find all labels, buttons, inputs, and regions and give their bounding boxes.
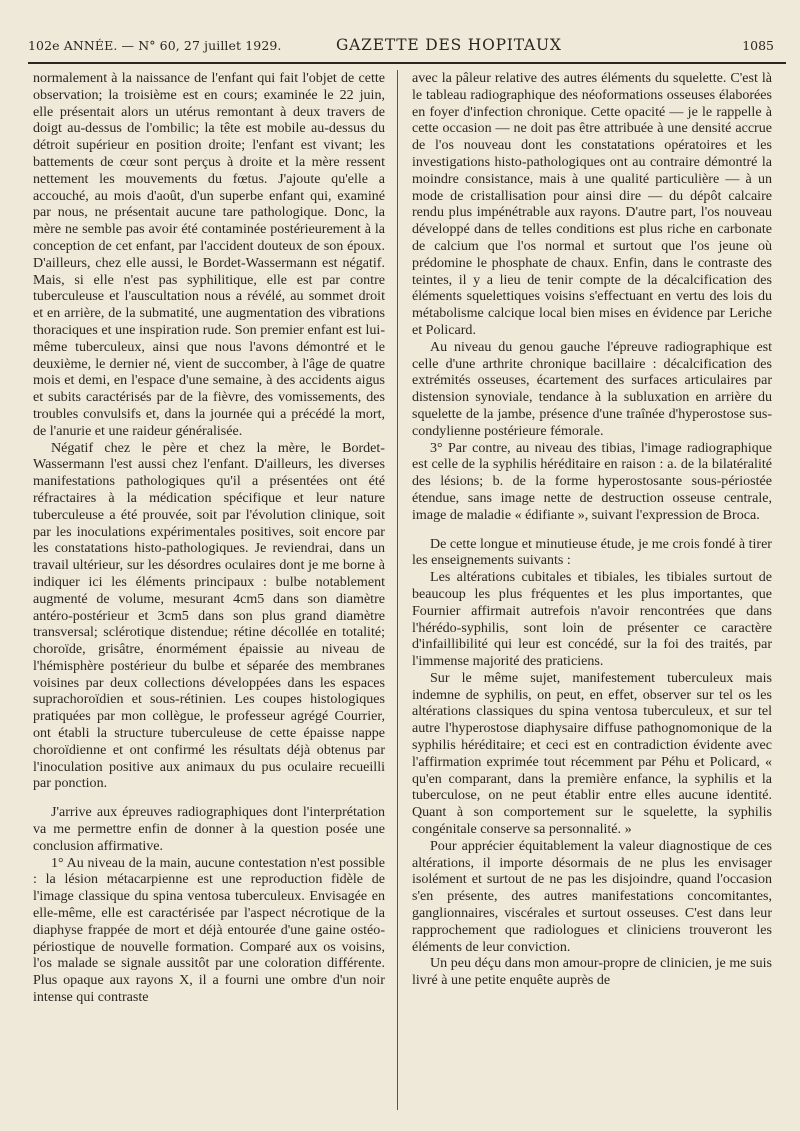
right-column	[412, 70, 772, 1130]
paragraph: 1° Au niveau de la main, aucune contestation n'est possible : la lésion métacarpienne est une reproduction fidèle de l'image classique du spina ventosa tuberculeux. Envisagée en elle-même, elle est caractérisée par l'aspect nécrotique de la diaphyse frappée de mort et déjà entourée d'une gaine ostéo-périostique de nouvelle formation. Comparé aux os voisins, l'os malade se signale aussitôt par une coloration différente. Plus opaque aux rayons X, il a fourni une ombre d'un noir intense qui contraste	[33, 854, 385, 1006]
header-rule	[28, 62, 786, 64]
paragraph: J'arrive aux épreuves radiographiques dont l'interprétation va me permettre enfin de donner à la question posée une conclusion affirmative.	[33, 804, 385, 854]
running-header	[28, 36, 788, 58]
issue-info: 102e ANNÉE. — N° 60, 27 juillet 1929.	[28, 38, 282, 53]
paragraph: normalement à la naissance de l'enfant qui fait l'objet de cette observation; la troisième est en cours; examinée le 22 juin, elle présentait alors un utérus remontant à deux travers de doigt au-dessus de l'ombilic; la tête est mobile au-dessus du détroit supérieur en position droite; l'enfant est vivant; les battements de cœur sont perçus à droite et la mère ressent nettement les mouvements du fœtus. J'ajoute qu'elle a accouché, au mois d'août, d'un superbe enfant qui, examiné par nous, ne présentait aucune tare pathologique. Donc, la mère ne semble pas avoir été contaminée postérieurement à la conception de cet enfant, par l'accident douteux de son époux. D'ailleurs, chez elle aussi, le Bordet-Wassermann est négatif. Mais, si elle n'est pas syphilitique, elle est par contre tuberculeuse et l'auscultation nous a révélé, au sommet droit et en arrière, de la submatité, une augmentation des vibrations thoraciques et une inspiration rude. Son premier enfant est lui-même tuberculeux, ainsi que nous l'avons démontré et le deuxième, le dernier né, vient de succomber, à l'âge de quatre mois et demi, en l'espace d'une semaine, à des accidents aigus et subits caractérisés par de la fièvre, des vomissements, des troubles convulsifs et, dans la journée qui a précédé la mort, de l'anurie et une raideur généralisée.	[33, 70, 385, 439]
paragraph: avec la pâleur relative des autres éléments du squelette. C'est là le tableau radiographique des néoformations osseuses élaborées en foyer d'infection chronique. Cette opacité — je le rappelle à cette occasion — ne doit pas être attribuée à une densité accrue de l'os nouveau dont les constatations opératoires et les investigations histo-pathologiques ont au contraire démontré la moindre consistance, mais à une qualité particulière — à un mode de cristallisation pour ainsi dire — du dépôt calcaire rendu plus impénétrable aux rayons. D'autre part, l'os nouveau développé dans de telles conditions est plus riche en carbonate de calcium que l'os normal et surtout que l'os jeune où prédomine le phosphate de chaux. Enfin, dans le contraste des teintes, il y a lieu de tenir compte de la décalcification des éléments squelettiques voisins s'effectuant en vertu des lois du métabolisme calcique local bien mises en évidence par Leriche et Policard.	[412, 70, 772, 338]
column-divider	[397, 70, 398, 1110]
paragraph: Au niveau du genou gauche l'épreuve radiographique est celle d'une arthrite chronique bacillaire : décalcification des extrémités osseuses, écartement des surfaces articulaires par distension synoviale, tendance à la subluxation en arrière du squelette de la jambe, présence d'une traînée d'hyperostose sus-condylienne postérieure fémorale.	[412, 338, 772, 439]
journal-title: GAZETTE DES HOPITAUX	[336, 36, 562, 54]
paragraph: Un peu déçu dans mon amour-propre de clinicien, je me suis livré à une petite enquête auprès de	[412, 955, 772, 989]
paragraph: Sur le même sujet, manifestement tuberculeux mais indemne de syphilis, on peut, en effet, observer sur tel os les altérations classiques du spina ventosa tuberculeux, et sur tel autre l'hyperostose diaphysaire diffuse pathognomonique de la syphilis héréditaire; et ceci est en contradiction évidente avec l'affirmation exprimée tout récemment par Péhu et Policard, « qu'en comparant, dans la première enfance, la syphilis et la tuberculose, on ne peut établir entre elles aucune identité. Quant à son comportement sur le squelette, la syphilis congénitale conserve sa personnalité. »	[412, 669, 772, 838]
paragraph: Pour apprécier équitablement la valeur diagnostique de ces altérations, il importe désormais de ne plus les envisager isolément et surtout de ne pas les disjoindre, quand l'occasion s'en présente, des autres manifestations concomitantes, ganglionnaires, viscérales et surtout osseuses. C'est dans leur rapprochement que radiologues et cliniciens trouveront les éléments de leur conviction.	[412, 837, 772, 955]
page-number: 1085	[742, 38, 774, 53]
paragraph: Négatif chez le père et chez la mère, le Bordet-Wassermann l'est aussi chez l'enfant. D'ailleurs, les diverses manifestations pathologiques qu'il a présentées ont été réfractaires à la médication spécifique et leur nature tuberculeuse a été prouvée, soit par l'évolution clinique, soit par les inoculations expérimentales positives, soit encore par les constatations histo-pathologiques. Je reviendrai, dans un travail ultérieur, sur les désordres oculaires dont je me borne à indiquer ici les éléments principaux : bulbe notablement augmenté de volume, mesurant 4cm5 dans son diamètre antéro-postérieur et 3cm5 dans son plus grand diamètre transversal; sclérotique distendue; rétine décollée en totalité; choroïde, grisâtre, énormément épaissie au niveau de l'hémisphère postérieur du bulbe et séparée des membranes voisines par deux collections développées dans les espaces suprachoroïdien et sous-rétinien. Les coupes histologiques pratiquées par mon collègue, le professeur agrégé Courrier, ont établi la structure tuberculeuse de cette épaisse nappe choroïdienne et ont confirmé les résultats déjà obtenus par l'inoculation positive aux animaux du pus oculaire recueilli par ponction.	[33, 439, 385, 792]
paragraph: De cette longue et minutieuse étude, je me crois fondé à tirer les enseignements suivants :	[412, 535, 772, 569]
paragraph: Les altérations cubitales et tibiales, les tibiales surtout de beaucoup les plus fréquentes et les plus importantes, que Fournier affirmait autrefois n'avoir rencontrées que dans l'hérédo-syphilis, sont loin de présenter ce caractère d'infaillibilité qui leur est concédé, sur la foi des traités, par l'immense majorité des praticiens.	[412, 569, 772, 670]
left-column	[33, 70, 385, 1130]
paragraph: 3° Par contre, au niveau des tibias, l'image radiographique est celle de la syphilis héréditaire en raison : a. de la bilatéralité des lésions; b. de la forme hyperostosante sous-périostée étendue, sans image nette de destruction osseuse centrale, image de maladie « édifiante », suivant l'expression de Broca.	[412, 439, 772, 523]
